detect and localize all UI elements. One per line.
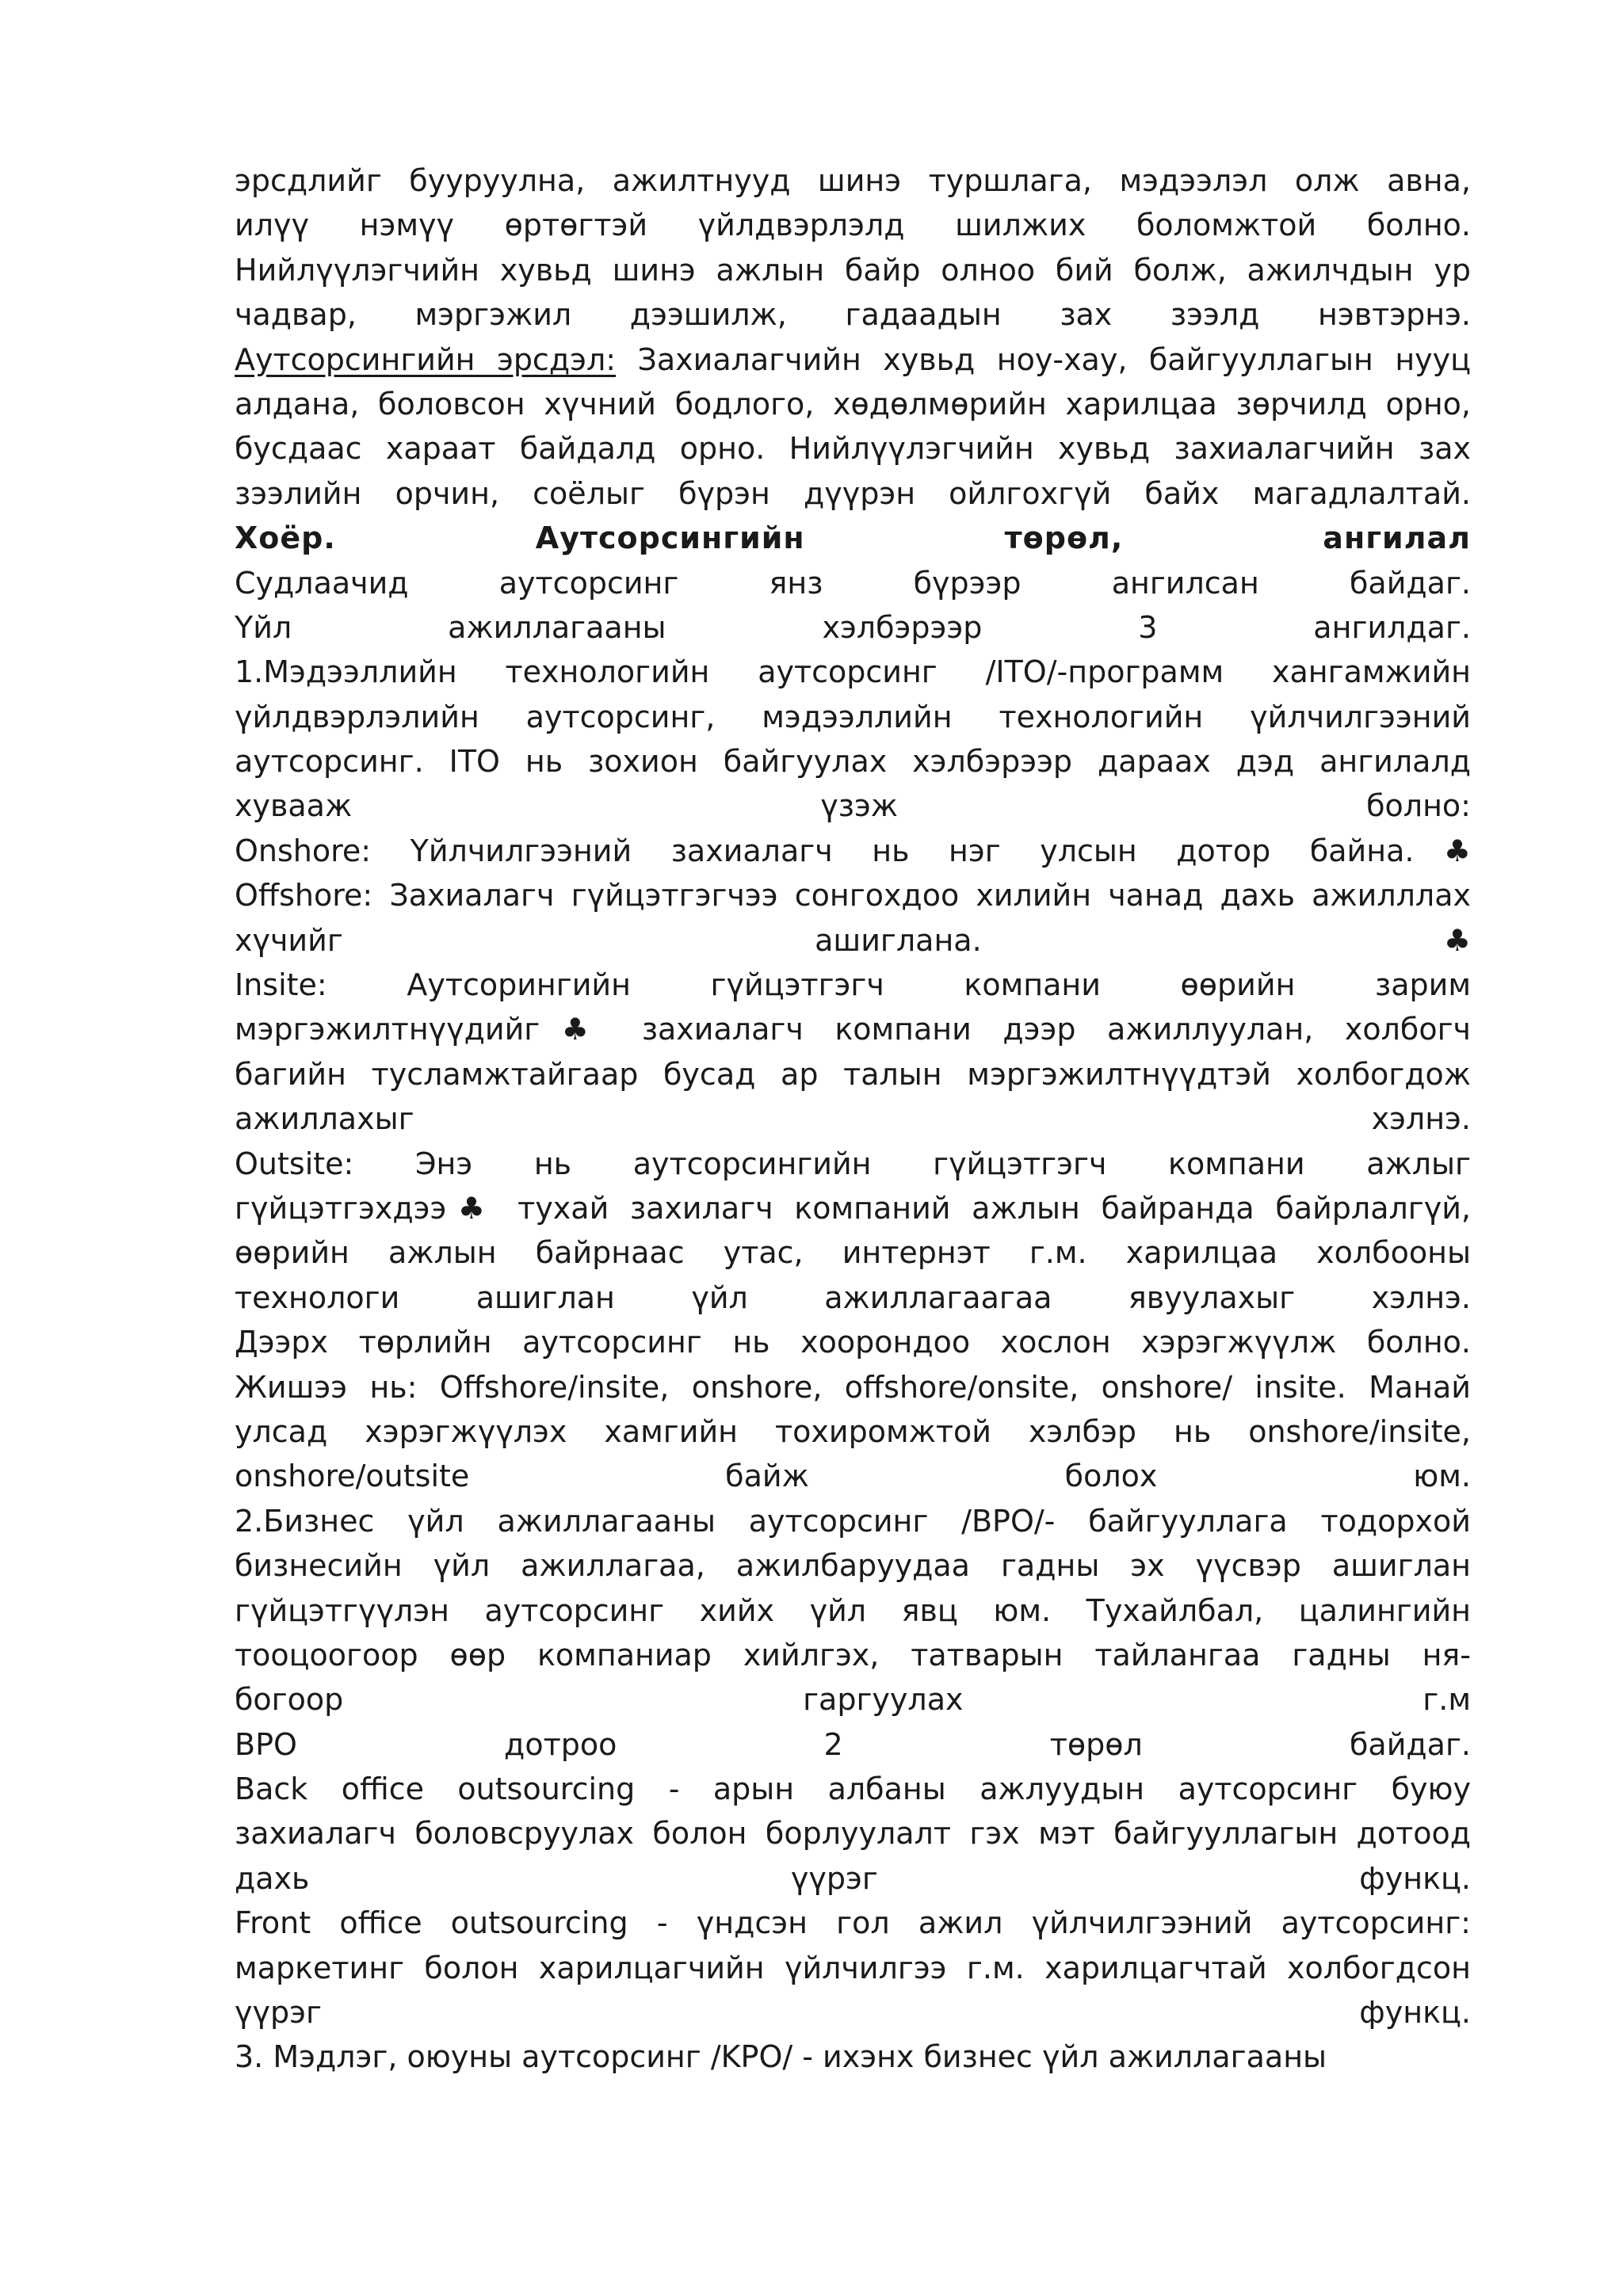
text-line: Үйл ажиллагааны хэлбэрээр 3 ангилдаг.: [235, 609, 1471, 645]
text-line: хувааж үзэж болно:: [235, 788, 1471, 824]
text-line: Жишээ нь: Offshore/insite, onshore, offshore/onsite, onshore/ insite. Манай: [235, 1369, 1471, 1405]
text-line: Insite: Аутсорингийн гүйцэтгэгч компани өөрийн зарим: [235, 967, 1471, 1003]
text-line: мэргэжилтнүүдийг♣ захиалагч компани дээр ажиллуулан, холбогч: [235, 1012, 1471, 1047]
text-line: Offshore: Захиалагч гүйцэтгэгчээ сонгохдоо хилийн чанад дахь ажилллах: [235, 878, 1471, 913]
text-line: чадвар, мэргэжил дээшилж, гадаадын зах зээлд нэвтэрнэ.: [235, 297, 1471, 333]
text-line: Outsite: Энэ нь аутсорсингийн гүйцэтгэгч компани ажлыг: [235, 1146, 1471, 1181]
text-line: өөрийн ажлын байрнаас утас, интернэт г.м. харилцаа холбооны: [235, 1235, 1471, 1271]
text-line: эрсдлийг бууруулна, ажилтнууд шинэ туршлага, мэдээлэл олж авна,: [235, 163, 1471, 198]
text-line: Судлаачид аутсорсинг янз бүрээр ангилсан байдаг.: [235, 565, 1471, 601]
text-line: багийн тусламжтайгаар бусад ар талын мэргэжилтнүүдтэй холбогдож: [235, 1056, 1471, 1092]
text-line: BPO дотроо 2 төрөл байдаг.: [235, 1726, 1471, 1762]
text-line: onshore/outsite байж болох юм.: [235, 1459, 1471, 1494]
text-line: 2.Бизнес үйл ажиллагааны аутсорсинг /BPO/- байгууллага тодорхой: [235, 1503, 1471, 1539]
text-line: 1.Мэдээллийн технологийн аутсорсинг /ITO/-программ хангамжийн: [235, 654, 1471, 690]
text-line: ажиллахыг хэлнэ.: [235, 1101, 1471, 1137]
text-line: гүйцэтгүүлэн аутсорсинг хийх үйл явц юм. Тухайлбал, цалингийн: [235, 1592, 1471, 1628]
section-heading: Хоёр. Аутсорсингийн төрөл, ангилал: [235, 521, 1471, 556]
text-line: Back office outsourcing - арын албаны ажлуудын аутсорсинг буюу: [235, 1772, 1471, 1807]
text-line: Front office outsourcing - үндсэн гол ажил үйлчилгээний аутсорсинг:: [235, 1905, 1471, 1941]
text-line: технологи ашиглан үйл ажиллагаагаа явуулахыг хэлнэ.: [235, 1280, 1471, 1315]
text-line: захиалагч боловсруулах болон борлуулалт гэх мэт байгууллагын дотоод: [235, 1816, 1471, 1852]
text-line: улсад хэрэгжүүлэх хамгийн тохиромжтой хэлбэр нь onshore/insite,: [235, 1413, 1471, 1449]
text-line: аутсорсинг. ITO нь зохион байгуулах хэлбэрээр дараах дэд ангилалд: [235, 744, 1471, 780]
text-line: Onshore: Үйлчилгээний захиалагч нь нэг улсын дотор байна.♣: [235, 833, 1471, 868]
text-line: Нийлүүлэгчийн хувьд шинэ ажлын байр олноо бий болж, ажилчдын ур: [235, 252, 1471, 288]
body-text: [235, 158, 1471, 2080]
text-line: үүрэг функц.: [235, 1995, 1471, 2031]
text-line: маркетинг болон харилцагчийн үйлчилгээ г.м. харилцагчтай холбогдсон: [235, 1950, 1471, 1985]
text-line: 3. Мэдлэг, оюуны аутсорсинг /KPO/ - ихэнх бизнес үйл ажиллагааны: [235, 2039, 1327, 2075]
text-line: богоор гаргуулах г.м: [235, 1682, 1471, 1718]
text-line: илүү нэмүү өртөгтэй үйлдвэрлэлд шилжих боломжтой болно.: [235, 208, 1471, 243]
underlined-term: Аутсорсингийн эрсдэл:: [235, 341, 617, 377]
text-line: үйлдвэрлэлийн аутсорсинг, мэдээллийн технологийн үйлчилгээний: [235, 699, 1471, 734]
text-line: тооцоогоор өөр компаниар хийлгэх, татварын тайлангаа гадны ня-: [235, 1637, 1471, 1672]
text-line: бизнесийн үйл ажиллагаа, ажилбаруудаа гадны эх үүсвэр ашиглан: [235, 1548, 1471, 1584]
text-line: хүчийг ашиглана.♣: [235, 922, 1471, 958]
text-line: бусдаас хараат байдалд орно. Нийлүүлэгчийн хувьд захиалагчийн зах: [235, 431, 1471, 467]
text-line: гүйцэтгэхдээ♣ тухай захилагч компаний ажлын байранда байрлалгүй,: [235, 1190, 1471, 1226]
text-line: Дээрх төрлийн аутсорсинг нь хоорондоо хослон хэрэгжүүлж болно.: [235, 1325, 1471, 1360]
text-line: алдана, боловсон хүчний бодлого, хөдөлмөрийн харилцаа зөрчилд орно,: [235, 386, 1471, 421]
text-line: дахь үүрэг функц.: [235, 1860, 1471, 1896]
text-line: зээлийн орчин, соёлыг бүрэн дүүрэн ойлгохгүй байх магадлалтай.: [235, 475, 1471, 511]
text-line: Аутсорсингийн эрсдэл: Захиалагчийн хувьд ноу-хау, байгууллагын нууц: [235, 341, 1472, 377]
